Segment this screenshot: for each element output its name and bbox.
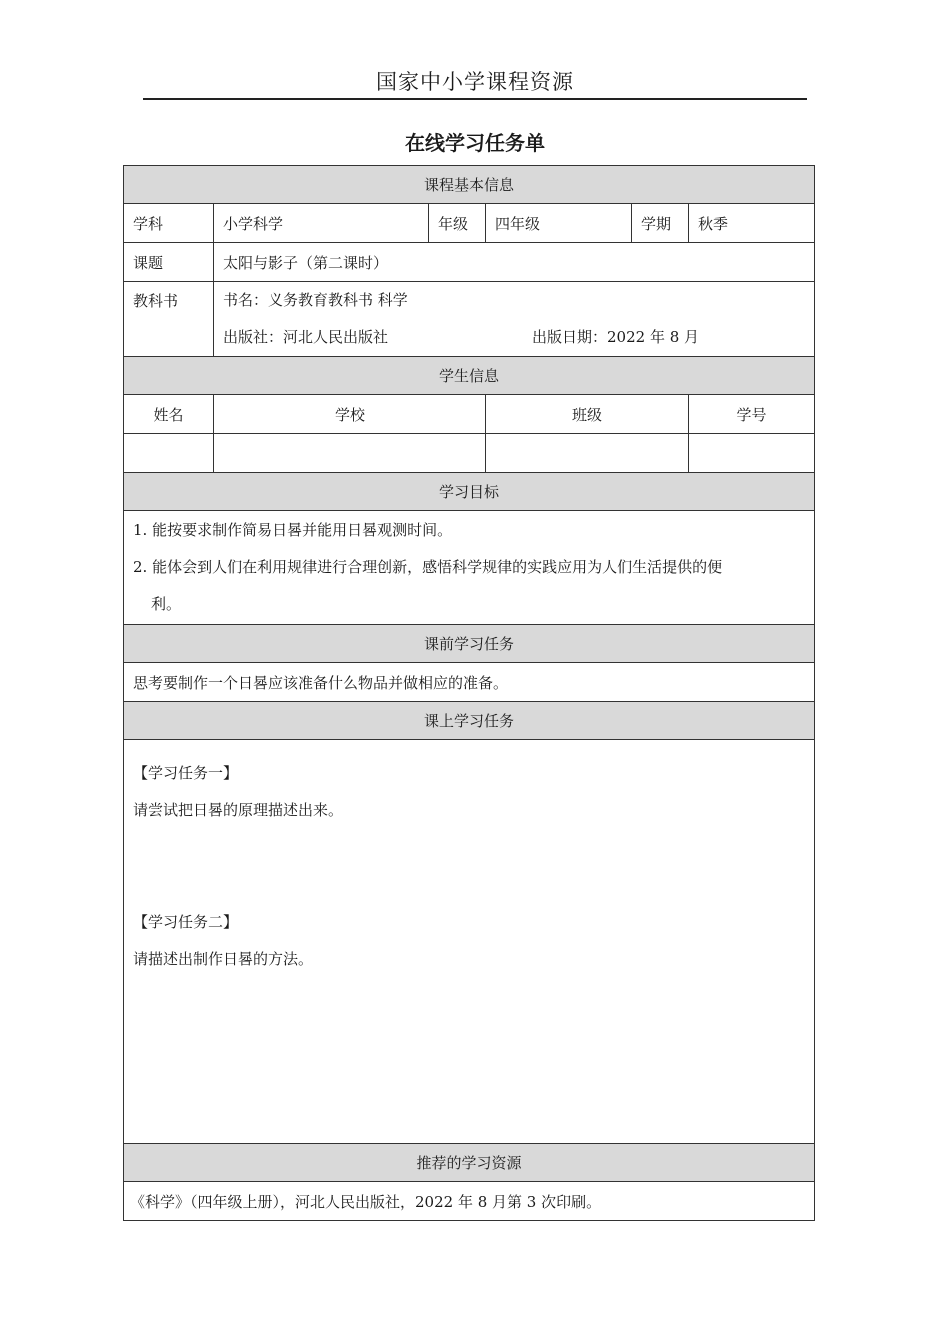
textbook-details bbox=[214, 282, 815, 357]
topic-label: 课题 bbox=[124, 243, 214, 282]
student-class-field[interactable] bbox=[486, 434, 689, 473]
pre-class-task-content: 思考要制作一个日晷应该准备什么物品并做相应的准备。 bbox=[124, 663, 815, 702]
textbook-publish-date: 出版日期：2022 年 8 月 bbox=[532, 328, 700, 346]
in-class-tasks bbox=[124, 740, 815, 1144]
topic-value: 太阳与影子（第二课时） bbox=[214, 243, 815, 282]
student-name-field[interactable] bbox=[124, 434, 214, 473]
textbook-label bbox=[124, 282, 214, 357]
learning-goal-item-continuation: 利。 bbox=[151, 595, 182, 613]
subject-label: 学科 bbox=[124, 204, 214, 243]
site-header-title: 国家中小学课程资源 bbox=[376, 70, 574, 94]
task2-content: 请描述出制作日晷的方法。 bbox=[133, 950, 314, 968]
task2-answer-area[interactable] bbox=[133, 978, 805, 1128]
student-name-header: 姓名 bbox=[124, 395, 214, 434]
grade-value: 四年级 bbox=[486, 204, 632, 243]
pre-class-section-header: 课前学习任务 bbox=[124, 625, 815, 663]
course-info-section-header: 课程基本信息 bbox=[124, 166, 815, 204]
term-value: 秋季 bbox=[689, 204, 815, 243]
task-sheet-table bbox=[123, 165, 815, 1221]
student-id-header: 学号 bbox=[689, 395, 815, 434]
grade-label: 年级 bbox=[429, 204, 486, 243]
student-school-field[interactable] bbox=[214, 434, 486, 473]
task1-content: 请尝试把日晷的原理描述出来。 bbox=[133, 801, 344, 819]
learning-goal-item: 2. 能体会到人们在利用规律进行合理创新，感悟科学规律的实践应用为人们生活提供的便 bbox=[133, 558, 723, 576]
learning-goals-section-header: 学习目标 bbox=[124, 473, 815, 511]
textbook-name: 书名：义务教育教科书 科学 bbox=[223, 291, 408, 309]
resources-section-header: 推荐的学习资源 bbox=[124, 1144, 815, 1182]
student-class-header bbox=[486, 395, 689, 434]
student-id-field[interactable] bbox=[689, 434, 815, 473]
subject-value: 小学科学 bbox=[214, 204, 429, 243]
student-info-section-header: 学生信息 bbox=[124, 357, 815, 395]
document-title: 在线学习任务单 bbox=[405, 131, 545, 155]
textbook-publisher: 出版社：河北人民出版社 bbox=[223, 328, 389, 346]
textbook-label-text: 教科书 bbox=[133, 292, 179, 310]
textbook-publish-info bbox=[223, 319, 805, 356]
learning-goal-item: 1. 能按要求制作简易日晷并能用日晷观测时间。 bbox=[133, 521, 453, 539]
student-school-header-text: 学校 bbox=[334, 405, 365, 424]
task2-title: 【学习任务二】 bbox=[133, 913, 239, 931]
student-class-header-text: 班级 bbox=[571, 405, 602, 424]
resources-content: 《科学》（四年级上册），河北人民出版社，2022 年 8 月第 3 次印刷。 bbox=[124, 1182, 815, 1221]
task1-answer-area[interactable] bbox=[133, 829, 805, 904]
task1-title: 【学习任务一】 bbox=[133, 764, 239, 782]
term-label: 学期 bbox=[632, 204, 689, 243]
learning-goals-list bbox=[124, 511, 815, 625]
in-class-section-header: 课上学习任务 bbox=[124, 702, 815, 740]
header-divider bbox=[143, 98, 807, 100]
student-school-header bbox=[214, 395, 486, 434]
